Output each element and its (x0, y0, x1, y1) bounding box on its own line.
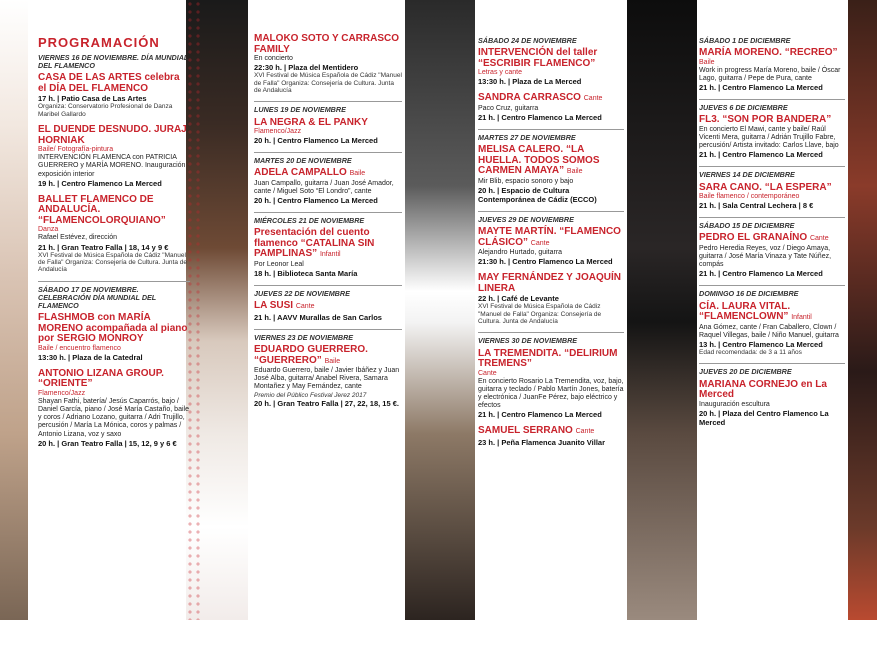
event-venue: 20 h. | Centro Flamenco La Merced (254, 136, 378, 146)
event-note: Premio del Público Festival Jerez 2017 (254, 391, 367, 399)
event-genre-tag: Baile (349, 170, 366, 178)
event-title (699, 183, 845, 194)
event-date: MIÉRCOLES 21 DE NOVIEMBRE (254, 212, 402, 225)
event-item (38, 369, 190, 448)
event-venue: 21 h. | Centro Flamenco La Merced (699, 150, 823, 160)
event-description: En concierto Rosario La Tremendita, voz, bajo, guitarra y teclado / Pablo Martín Jones, batería y electrónica / JuanFe Pérez, bajo eléctrico y efectos (478, 377, 624, 410)
event-title-text: LA SUSI (254, 300, 294, 312)
photo-band-right (848, 0, 877, 620)
event-description: Ana Gómez, cante / Fran Caballero, Clown / Raquel Villegas, baile / Niño Manuel, guitarra (699, 323, 839, 339)
event-item (699, 115, 845, 159)
event-date: VIERNES 14 DE DICIEMBRE (699, 166, 845, 179)
event-genre-tag: Cante (295, 303, 315, 311)
event-item (699, 183, 845, 211)
event-item (699, 380, 845, 427)
event-title-text: SANDRA CARRASCO (478, 92, 581, 104)
event-title-text: MELISA CALERO. “LA HUELLA. TODOS SOMOS CARMEN AMAYA” (478, 144, 600, 177)
event-title (478, 93, 624, 105)
event-title (38, 73, 190, 94)
event-item (699, 302, 845, 357)
event-description: Alejandro Hurtado, guitarra (478, 249, 563, 257)
event-title (699, 380, 845, 401)
event-description: Mir Blib, espacio sonoro y bajo (478, 177, 574, 185)
event-venue: 20 h. | Gran Teatro Falla | 27, 22, 18, 15 €. (254, 399, 399, 409)
event-genre-tag: Cante (809, 235, 829, 243)
event-title (254, 168, 402, 180)
event-genre-tag: Baile (324, 357, 341, 365)
event-date: LUNES 19 DE NOVIEMBRE (254, 101, 402, 114)
event-item (478, 227, 624, 266)
event-title (699, 48, 845, 59)
event-title-text: ADELA CAMPALLO (254, 167, 347, 179)
event-title (699, 233, 845, 245)
event-venue: 21 h. | Centro Flamenco La Merced (699, 269, 823, 279)
event-item (478, 349, 624, 420)
event-genre: Baile/ Fotografía-pintura (38, 146, 114, 154)
event-venue: 13:30 h. | Plaza de la Catedral (38, 352, 143, 362)
event-genre-tag: Infantil (319, 251, 341, 259)
event-list-4 (699, 37, 845, 427)
event-description: En concierto (254, 55, 293, 62)
event-title-text: SAMUEL SERRANO (478, 425, 573, 437)
event-title (478, 48, 624, 69)
event-description: Por Leonor Leal (254, 260, 304, 268)
event-date: DOMINGO 16 DE DICIEMBRE (699, 285, 845, 298)
event-description: Juan Campallo, guitarra / Juan José Amador, cante / Miguel Soto “El Londro”, cante (254, 179, 394, 196)
event-title (38, 195, 190, 227)
event-venue: 17 h. | Patio Casa de Las Artes (38, 94, 147, 104)
event-item (254, 34, 402, 94)
event-title-text: MARÍA MORENO. “RECREO” (699, 47, 838, 59)
event-title (254, 34, 402, 55)
event-title-text: MAY FERNÁNDEZ Y JOAQUÍN LINERA (478, 272, 621, 294)
event-venue: 21 h. | Centro Flamenco La Merced (699, 83, 823, 93)
event-venue: 21 h. | Gran Teatro Falla | 18, 14 y 9 € (38, 242, 169, 252)
event-date: MARTES 20 DE NOVIEMBRE (254, 152, 402, 165)
event-title-text: FL3. “SON POR BANDERA” (699, 114, 832, 126)
event-genre-tag: Infantil (791, 314, 812, 322)
event-date: MARTES 27 DE NOVIEMBRE (478, 129, 624, 142)
event-title (478, 349, 624, 370)
event-title (699, 115, 845, 126)
event-genre: Flamenco/Jazz (254, 128, 302, 136)
event-genre-tag: Cante (530, 239, 550, 247)
event-date: JUEVES 20 DE DICIEMBRE (699, 363, 845, 376)
event-venue: 20 h. | Espacio de Cultura Contemporánea de Cádiz (ECCO) (478, 185, 597, 204)
event-title (478, 145, 624, 178)
event-item (478, 145, 624, 204)
event-description: Eduardo Guerrero, baile / Javier Ibáñez y Juan José Alba, guitarra/ Anabel Rivera, Samara Montañez y May Fernández, cante (254, 367, 400, 391)
event-genre: Flamenco/Jazz (38, 389, 86, 397)
event-title (478, 273, 624, 294)
event-venue: 21 h. | Sala Central Lechera | 8 € (699, 201, 814, 211)
event-title-text: BALLET FLAMENCO DE ANDALUCÍA. “FLAMENCOLORQUIANO” (38, 193, 166, 226)
event-item (254, 228, 402, 278)
event-item (699, 233, 845, 278)
event-venue: 21 h. | Centro Flamenco La Merced (478, 112, 602, 122)
event-description: Work in progress María Moreno, baile / Óscar Lago, guitarra / Pepe de Pura, cante (699, 66, 841, 82)
event-venue: 21 h. | Centro Flamenco La Merced (478, 410, 602, 420)
event-title-text: MARIANA CORNEJO en La Merced (699, 378, 827, 401)
event-title (254, 345, 402, 367)
event-venue: 18 h. | Biblioteca Santa María (254, 269, 358, 279)
event-title-text: EDUARDO GUERRERO. “GUERRERO” (254, 344, 368, 366)
event-item (254, 301, 402, 322)
event-genre: Baile (699, 58, 715, 66)
event-venue: 21:30 h. | Centro Flamenco La Merced (478, 257, 613, 267)
event-venue: 21 h. | AAVV Murallas de San Carlos (254, 312, 382, 322)
event-title (38, 313, 190, 345)
event-title-text: MALOKO SOTO Y CARRASCO FAMILY (254, 33, 400, 55)
event-title-text: INTERVENCIÓN del taller “ESCRIBIR FLAMENCO” (478, 47, 598, 69)
event-genre: Baile / encuentro flamenco (38, 344, 121, 352)
event-date: SÁBADO 24 DE NOVIEMBRE (478, 36, 577, 45)
event-organizer: XVI Festival de Música Española de Cádiz "Manuel de Falla" Organiza: Consejería de Cultura. Junta de Andalucía (38, 251, 188, 274)
event-title-text: EL DUENDE DESNUDO. JURAJ HORNIAK (38, 124, 187, 146)
event-title-text: ANTONIO LIZANA GROUP. “ORIENTE” (38, 367, 164, 390)
event-venue: 20 h. | Centro Flamenco La Merced (254, 196, 378, 206)
event-list-3 (478, 37, 624, 447)
event-title-text: FLASHMOB con MARÍA MORENO acompañada al piano por SERGIO MONROY (38, 312, 188, 345)
event-date: JUEVES 29 DE NOVIEMBRE (478, 211, 624, 224)
event-title (254, 228, 402, 261)
event-item (478, 93, 624, 122)
event-date: VIERNES 16 DE NOVIEMBRE. DÍA MUNDIAL DEL FLAMENCO (38, 53, 189, 71)
event-genre-tag: Cante (575, 428, 595, 436)
event-title (478, 227, 624, 249)
event-item (254, 118, 402, 146)
event-organizer: Edad recomendada: de 3 a 11 años (699, 349, 802, 357)
programme-heading: PROGRAMACIÓN (38, 35, 160, 50)
event-title (254, 301, 402, 313)
event-list-2 (254, 34, 402, 408)
event-date: VIERNES 30 DE NOVIEMBRE (478, 332, 624, 345)
event-venue: 20 h. | Gran Teatro Falla | 15, 12, 9 y 6 € (38, 438, 177, 448)
event-date: SÁBADO 1 DE DICIEMBRE (699, 36, 791, 45)
event-list-1 (38, 54, 190, 448)
programme-column-4 (699, 0, 845, 654)
event-title-text: CÍA. LAURA VITAL. “FLAMENCLOWN” (699, 300, 791, 323)
event-title-text: PEDRO EL GRANAÍNO (699, 232, 808, 244)
event-title-text: LA NEGRA & EL PANKY (254, 116, 368, 128)
event-title (38, 369, 190, 390)
photo-band-3 (627, 0, 697, 620)
event-date: JUEVES 6 DE DICIEMBRE (699, 99, 845, 112)
programme-column-3 (478, 0, 624, 654)
programme-column-2 (254, 0, 402, 654)
event-item (254, 168, 402, 205)
event-item (699, 48, 845, 92)
photo-band-2 (405, 0, 475, 620)
event-date: SÁBADO 15 DE DICIEMBRE (699, 217, 845, 230)
event-title (699, 302, 845, 324)
event-venue: 22:30 h. | Plaza del Mentidero (254, 63, 359, 73)
event-genre: Letras y cante (478, 69, 522, 77)
event-genre: Baile flamenco / contemporáneo (699, 193, 800, 201)
event-item (478, 273, 624, 325)
programme-column-1 (30, 0, 190, 620)
event-organizer: XVI Festival de Música Española de Cádiz "Manuel de Falla" Organiza: Consejería de Cultura. Junta de Andalucía (254, 72, 402, 95)
event-title (254, 118, 402, 129)
event-organizer: XVI Festival de Música Española de Cádiz "Manuel de Falla" Organiza: Consejería de Cultura. Junta de Andalucía (478, 303, 602, 326)
event-item (38, 195, 190, 274)
event-item (38, 73, 190, 118)
event-venue: 13 h. | Centro Flamenco La Merced (699, 340, 823, 350)
event-title-text: MAYTE MARTÍN. “FLAMENCO CLÁSICO” (478, 226, 621, 248)
event-venue: 13:30 h. | Plaza de La Merced (478, 77, 582, 87)
event-title-text: CASA DE LAS ARTES celebra el DÍA DEL FLAMENCO (38, 72, 180, 94)
event-description: Shayan Fathi, batería/ Jesús Caparrós, bajo / Daniel García, piano / José María Castaño, baile y coros / Adriano Lozano, guitarra / Adri Trujillo, percusión / María La Mónica, coros y palmas / Antonio Lizana, voz y saxo (38, 397, 189, 438)
event-item (478, 426, 624, 447)
event-title (38, 125, 190, 146)
event-item (38, 125, 190, 188)
event-date: JUEVES 22 DE NOVIEMBRE (254, 285, 402, 298)
event-description: Rafael Estévez, dirección (38, 234, 117, 242)
event-genre-tag: Cante (583, 95, 603, 103)
event-item (478, 48, 624, 86)
dancer-photo-left (0, 0, 28, 620)
event-description: Pedro Heredia Reyes, voz / Diego Amaya, guitarra / José María Vinaza y Tate Núñez, compás (699, 244, 832, 269)
event-title-text: LA TREMENDITA. “DELIRIUM TREMENS” (478, 347, 618, 370)
event-description: Paco Cruz, guitarra (478, 104, 539, 112)
event-genre: Cante (478, 369, 497, 377)
event-genre-tag: Baile (566, 168, 583, 176)
event-item (38, 313, 190, 362)
event-title-text: SARA CANO. “LA ESPERA” (699, 181, 832, 193)
event-title (478, 426, 624, 438)
event-description: En concierto El Mawi, cante y baile/ Raúl Vicenti Mera, guitarra / Adrián Trujillo Fabre, percusión/ Artista invitado: Carlos Llave, bajo (699, 125, 839, 150)
event-date: VIERNES 23 DE NOVIEMBRE (254, 329, 402, 342)
photo-band-1 (186, 0, 248, 620)
event-venue: 20 h. | Plaza del Centro Flamenco La Merced (699, 408, 829, 427)
event-venue: 22 h. | Café de Levante (478, 294, 559, 304)
event-title-text: Presentación del cuento flamenco “CATALINA SIN PAMPLINAS” (254, 227, 375, 260)
event-description: INTERVENCIÓN FLAMENCA con PATRICIA GUERRERO y MARÍA MORENO. Inauguración exposición interior (38, 154, 186, 178)
event-genre: Danza (38, 226, 59, 234)
event-venue: 19 h. | Centro Flamenco La Merced (38, 178, 162, 188)
event-organizer: Organiza: Conservatorio Profesional de Danza Maribel Gallardo (38, 103, 173, 118)
event-date: SÁBADO 17 DE NOVIEMBRE. CELEBRACIÓN DÍA MUNDIAL DEL FLAMENCO (38, 281, 190, 311)
event-item (254, 345, 402, 408)
event-description: Inauguración escultura (699, 400, 770, 408)
event-venue: 23 h. | Peña Flamenca Juanito Villar (478, 437, 606, 447)
